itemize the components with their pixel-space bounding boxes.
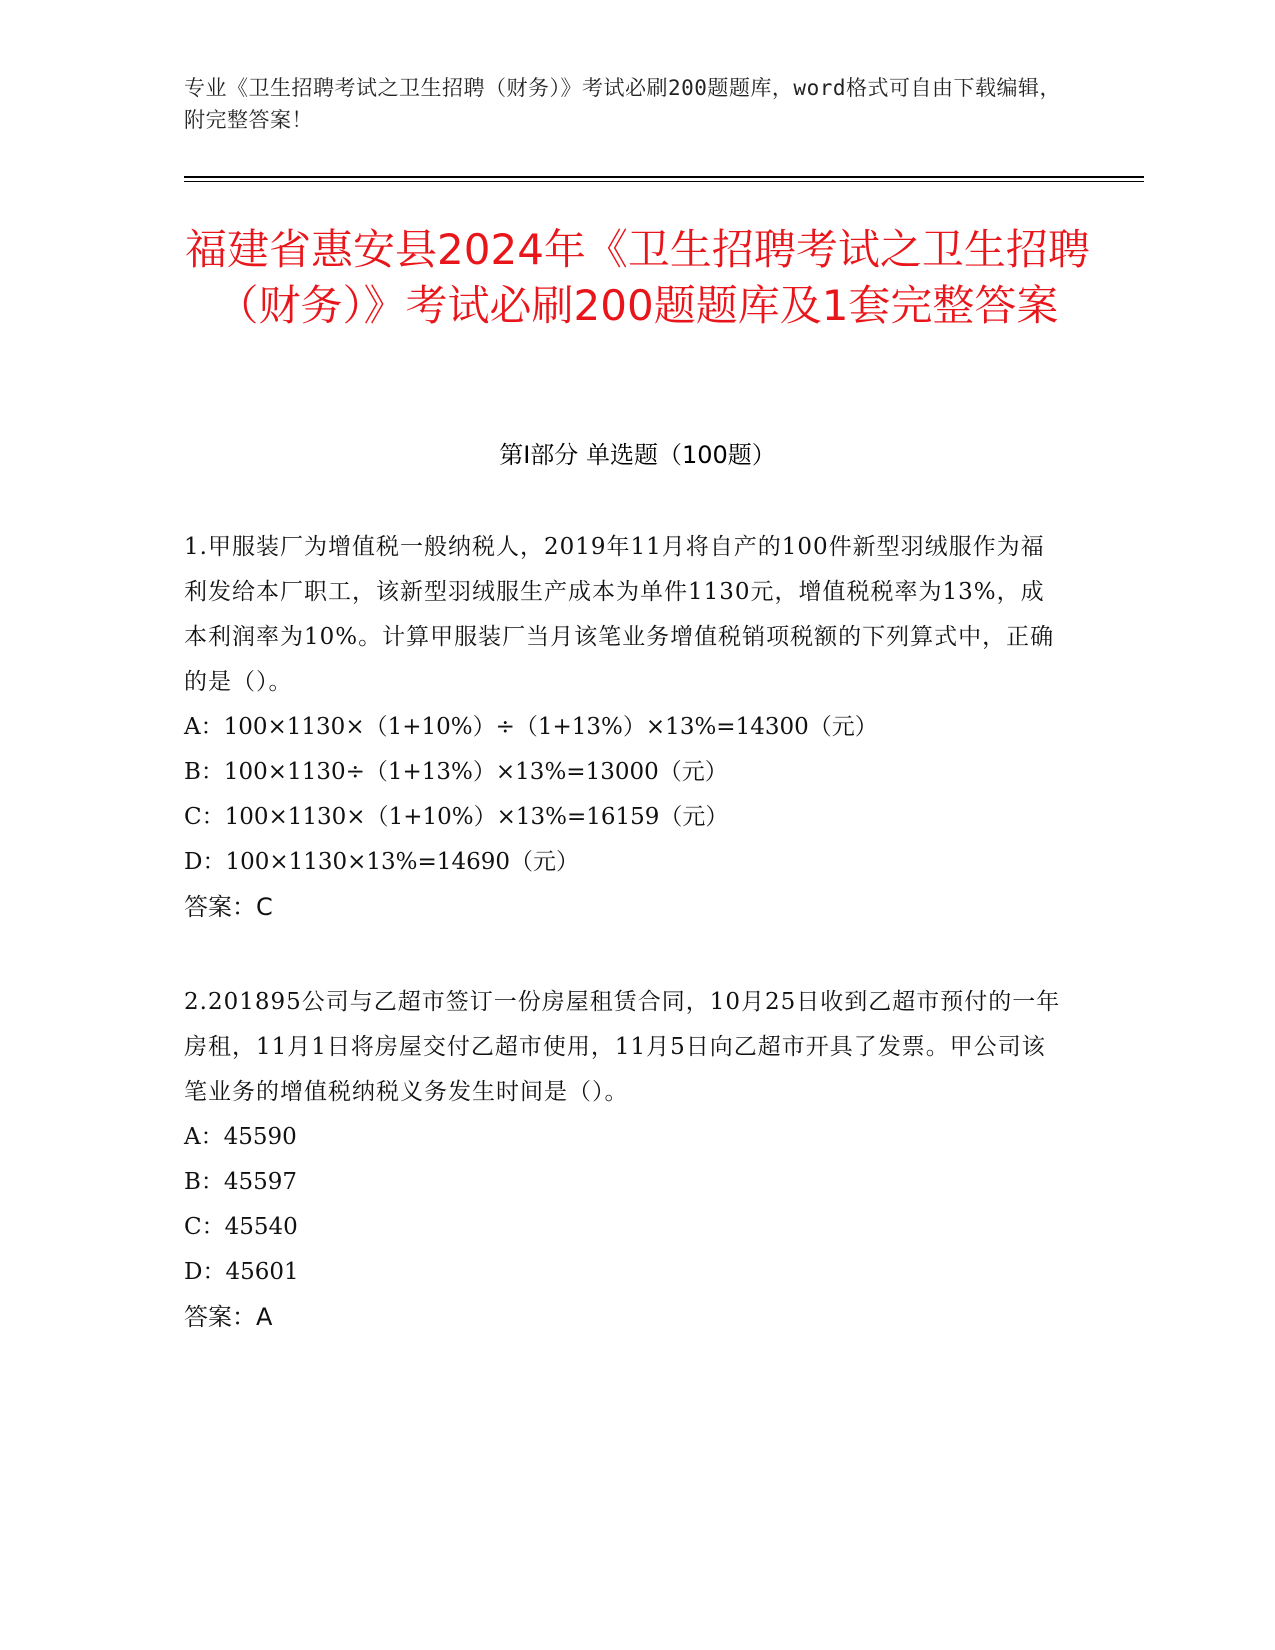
header-note: 专业《卫生招聘考试之卫生招聘（财务）》考试必刷200题题库，word格式可自由下载编辑，附完整答案！ <box>184 76 1061 132</box>
question-1 <box>184 525 1064 930</box>
option-a: A：45590 <box>184 1124 297 1150</box>
answer: 答案：A <box>184 1303 273 1331</box>
header-divider-thin <box>184 181 1144 182</box>
option-b: B：45597 <box>184 1169 298 1195</box>
option-b: B：100×1130÷（1+13%）×13%=13000（元） <box>184 759 728 785</box>
question-2 <box>184 980 1064 1340</box>
option-c: C：100×1130×（1+10%）×13%=16159（元） <box>184 804 729 830</box>
answer: 答案：C <box>184 893 273 921</box>
option-c: C：45540 <box>184 1214 298 1240</box>
document-title: 福建省惠安县2024年《卫生招聘考试之卫生招聘（财务）》考试必刷200题题库及1套完整答案 <box>185 225 1090 330</box>
option-d: D：100×1130×13%=14690（元） <box>184 849 579 875</box>
section-heading: 第Ⅰ部分 单选题（100题） <box>499 441 776 469</box>
header-divider-thick <box>184 176 1144 178</box>
question-text: 2.201895公司与乙超市签订一份房屋租赁合同，10月25日收到乙超市预付的一年房租，11月1日将房屋交付乙超市使用，11月5日向乙超市开具了发票。甲公司该笔业务的增值税纳税义务发生时间是（）。 <box>184 989 1061 1105</box>
question-text: 1.甲服装厂为增值税一般纳税人，2019年11月将自产的100件新型羽绒服作为福利发给本厂职工，该新型羽绒服生产成本为单件1130元，增值税税率为13%，成本利润率为10%。计算甲服装厂当月该笔业务增值税销项税额的下列算式中，正确的是（）。 <box>184 534 1055 695</box>
option-d: D：45601 <box>184 1259 299 1285</box>
option-a: A：100×1130×（1+10%）÷（1+13%）×13%=14300（元） <box>184 714 878 740</box>
